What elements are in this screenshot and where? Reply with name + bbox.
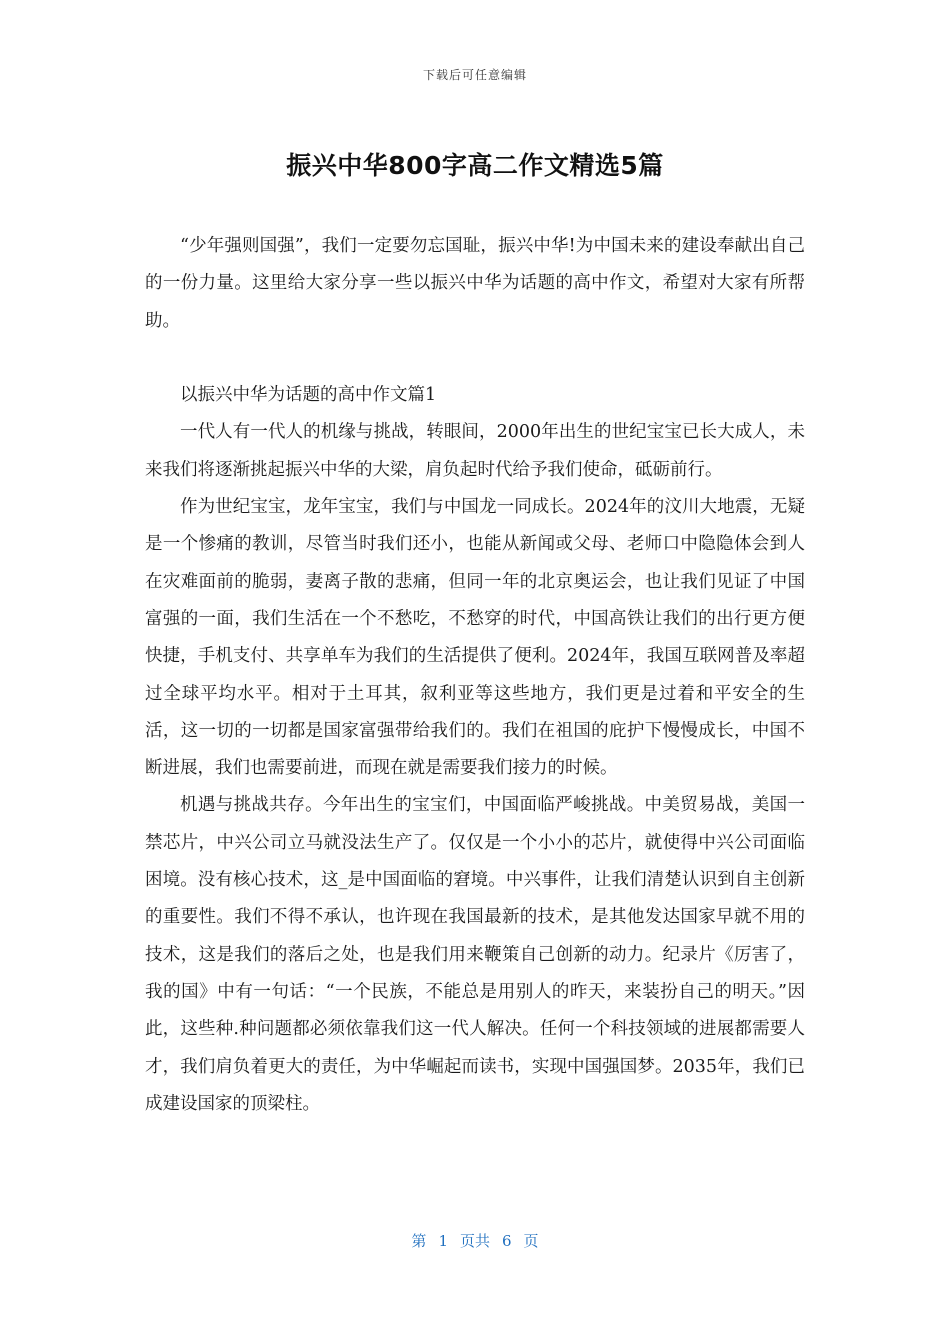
- document-title: 振兴中华800字高二作文精选5篇: [286, 151, 664, 180]
- footer-total-pages: 6: [502, 1232, 512, 1250]
- footer-prefix: 第: [411, 1232, 427, 1250]
- footer-middle: 页共: [459, 1232, 490, 1250]
- page-header-note: 下载后可任意编辑: [422, 68, 527, 82]
- body-paragraph: 一代人有一代人的机缘与挑战，转眼间，2000年出生的世纪宝宝已长大成人，未来我们将逐渐挑起振兴中华的大梁，肩负起时代给予我们使命，砥砺前行。: [145, 422, 805, 480]
- footer-suffix: 页: [523, 1232, 539, 1250]
- section-heading: 以振兴中华为话题的高中作文篇1: [180, 385, 437, 406]
- intro-paragraph: “少年强则国强”，我们一定要勿忘国耻，振兴中华!为中国未来的建设奉献出自己的一份力量。这里给大家分享一些以振兴中华为话题的高中作文，希望对大家有所帮助。: [145, 236, 805, 331]
- body-paragraph: 机遇与挑战共存。今年出生的宝宝们，中国面临严峻挑战。中美贸易战，美国一禁芯片，中兴公司立马就没法生产了。仅仅是一个小小的芯片，就使得中兴公司面临困境。没有核心技术，这_是中国面临的窘境。中兴事件，让我们清楚认识到自主创新的重要性。我们不得不承认，也许现在我国最新的技术，是其他发达国家早就不用的技术，这是我们的落后之处，也是我们用来鞭策自己创新的动力。纪录片《厉害了，我的国》中有一句话：“一个民族，不能总是用别人的昨天，来装扮自己的明天。”因此，这些种.种问题都必须依靠我们这一代人解决。任何一个科技领域的进展都需要人才，我们肩负着更大的责任，为中华崛起而读书，实现中国强国梦。2035年，我们已成建设国家的顶梁柱。: [145, 795, 805, 1114]
- document-body: [145, 228, 805, 1123]
- body-paragraph: 作为世纪宝宝，龙年宝宝，我们与中国龙一同成长。2024年的汶川大地震，无疑是一个惨痛的教训，尽管当时我们还小，也能从新闻或父母、老师口中隐隐体会到人在灾难面前的脆弱，妻离子散的悲痛，但同一年的北京奥运会，也让我们见证了中国富强的一面，我们生活在一个不愁吃，不愁穿的时代，中国高铁让我们的出行更方便快捷，手机支付、共享单车为我们的生活提供了便利。2024年，我国互联网普及率超过全球平均水平。相对于土耳其，叙利亚等这些地方，我们更是过着和平安全的生活，这一切的一切都是国家富强带给我们的。我们在祖国的庇护下慢慢成长，中国不断进展，我们也需要前进，而现在就是需要我们接力的时候。: [145, 497, 805, 779]
- footer-current-page: 1: [438, 1232, 448, 1250]
- page-footer: [0, 1230, 950, 1251]
